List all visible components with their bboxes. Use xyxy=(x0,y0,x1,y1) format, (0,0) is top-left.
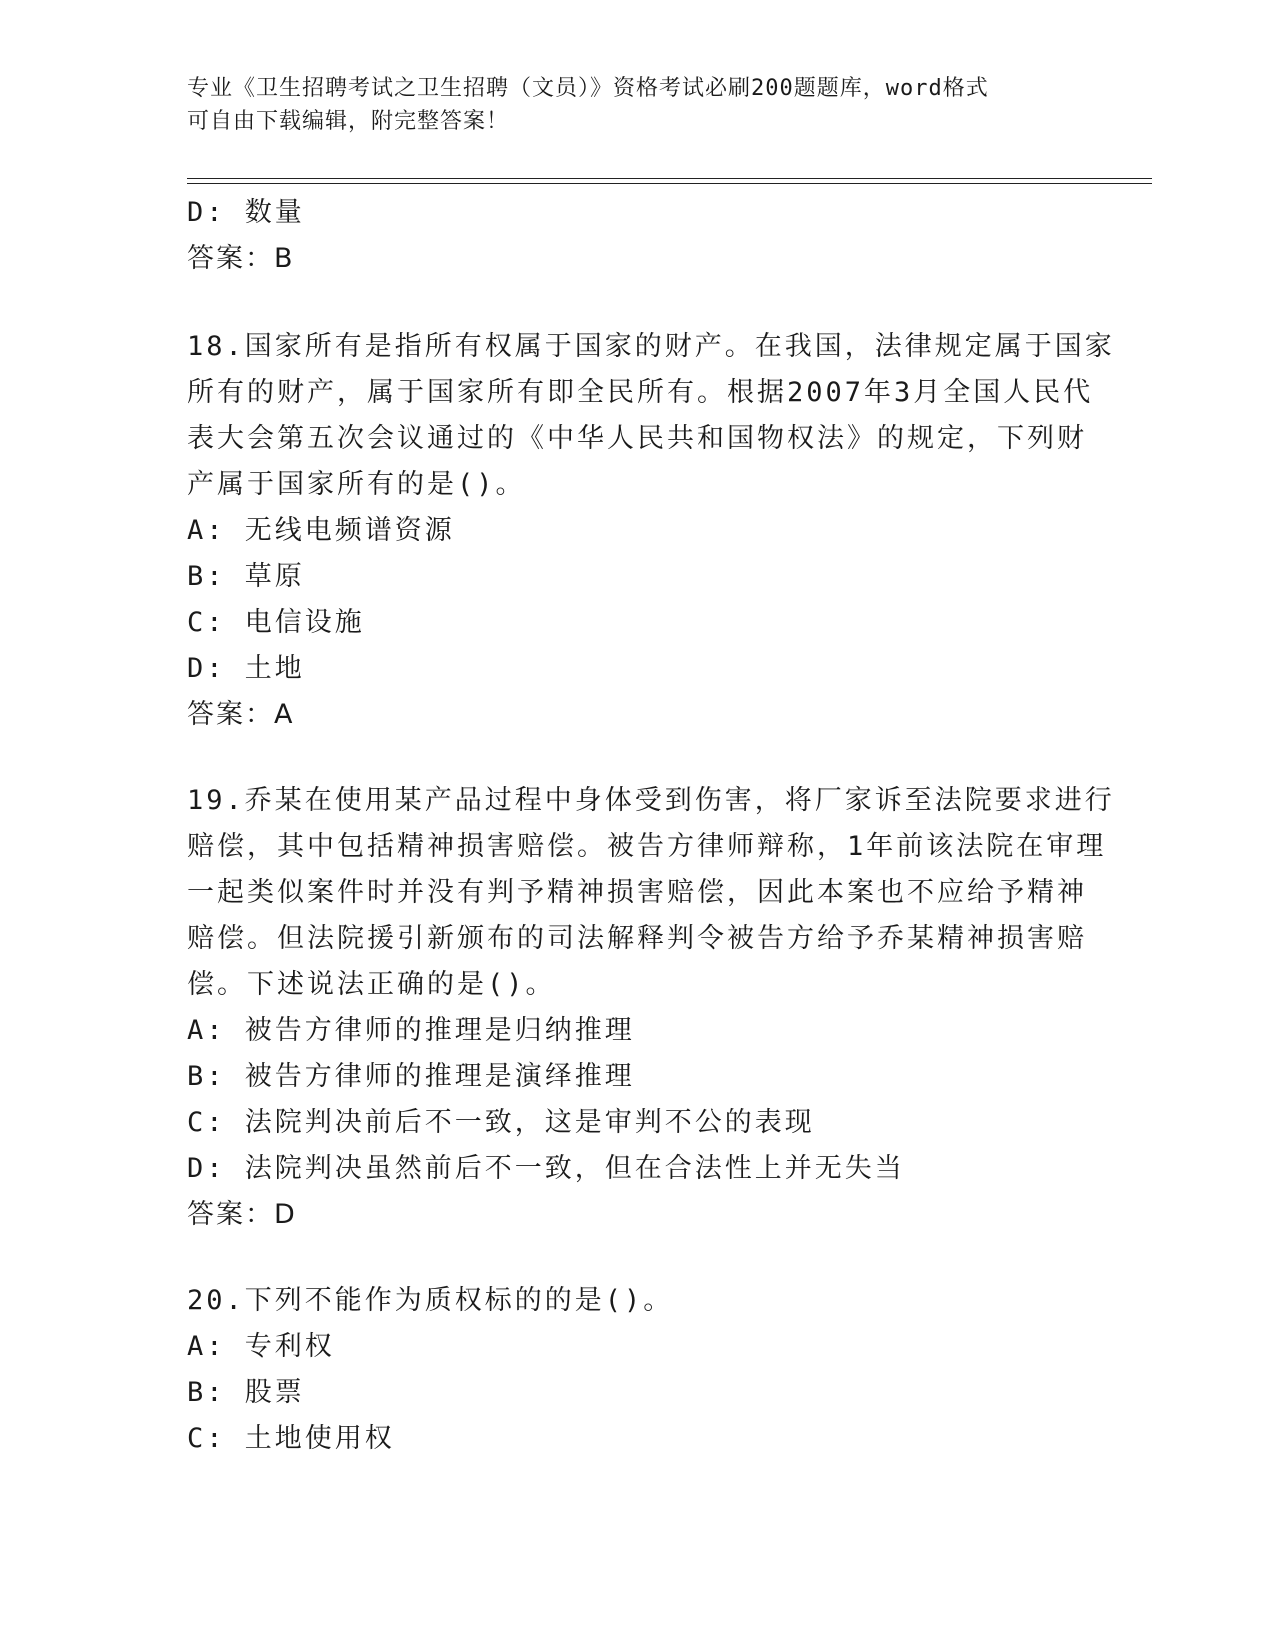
question-17-tail xyxy=(187,190,1087,282)
option-d: D: 数量 xyxy=(187,197,305,228)
question-18 xyxy=(187,324,1115,738)
question-text-line: 19.乔某在使用某产品过程中身体受到伤害，将厂家诉至法院要求进行 xyxy=(187,785,1115,816)
question-text-line: 赔偿。但法院援引新颁布的司法解释判令被告方给予乔某精神损害赔 xyxy=(187,923,1087,954)
answer: 答案：B xyxy=(187,243,295,274)
answer: 答案：A xyxy=(187,699,295,730)
question-text-line: 20.下列不能作为质权标的的是()。 xyxy=(187,1285,674,1316)
option-d: D: 土地 xyxy=(187,653,305,684)
option-c: C: 电信设施 xyxy=(187,607,365,638)
header-line-2: 可自由下载编辑，附完整答案！ xyxy=(187,109,510,134)
option-b: B: 股票 xyxy=(187,1377,305,1408)
option-a: A: 无线电频谱资源 xyxy=(187,515,455,546)
document-header xyxy=(187,72,1087,138)
header-divider-bottom xyxy=(187,183,1152,184)
option-d: D: 法院判决虽然前后不一致，但在合法性上并无失当 xyxy=(187,1153,905,1184)
header-divider-top xyxy=(187,178,1152,179)
option-c: C: 法院判决前后不一致，这是审判不公的表现 xyxy=(187,1107,815,1138)
option-b: B: 被告方律师的推理是演绎推理 xyxy=(187,1061,635,1092)
question-text-line: 产属于国家所有的是()。 xyxy=(187,469,526,500)
option-a: A: 被告方律师的推理是归纳推理 xyxy=(187,1015,635,1046)
question-text-line: 所有的财产，属于国家所有即全民所有。根据2007年3月全国人民代 xyxy=(187,377,1094,408)
option-b: B: 草原 xyxy=(187,561,305,592)
header-line-1: 专业《卫生招聘考试之卫生招聘（文员）》资格考试必刷200题题库，word格式 xyxy=(187,76,989,101)
question-text-line: 偿。下述说法正确的是()。 xyxy=(187,969,556,1000)
option-c: C: 土地使用权 xyxy=(187,1423,395,1454)
option-a: A: 专利权 xyxy=(187,1331,335,1362)
answer: 答案：D xyxy=(187,1199,297,1230)
question-text-line: 赔偿，其中包括精神损害赔偿。被告方律师辩称，1年前该法院在审理 xyxy=(187,831,1107,862)
question-20 xyxy=(187,1278,1087,1462)
question-text-line: 18.国家所有是指所有权属于国家的财产。在我国，法律规定属于国家 xyxy=(187,331,1115,362)
question-text-line: 一起类似案件时并没有判予精神损害赔偿，因此本案也不应给予精神 xyxy=(187,877,1087,908)
question-19 xyxy=(187,778,1115,1238)
document-body xyxy=(187,190,1115,1462)
question-text-line: 表大会第五次会议通过的《中华人民共和国物权法》的规定，下列财 xyxy=(187,423,1087,454)
